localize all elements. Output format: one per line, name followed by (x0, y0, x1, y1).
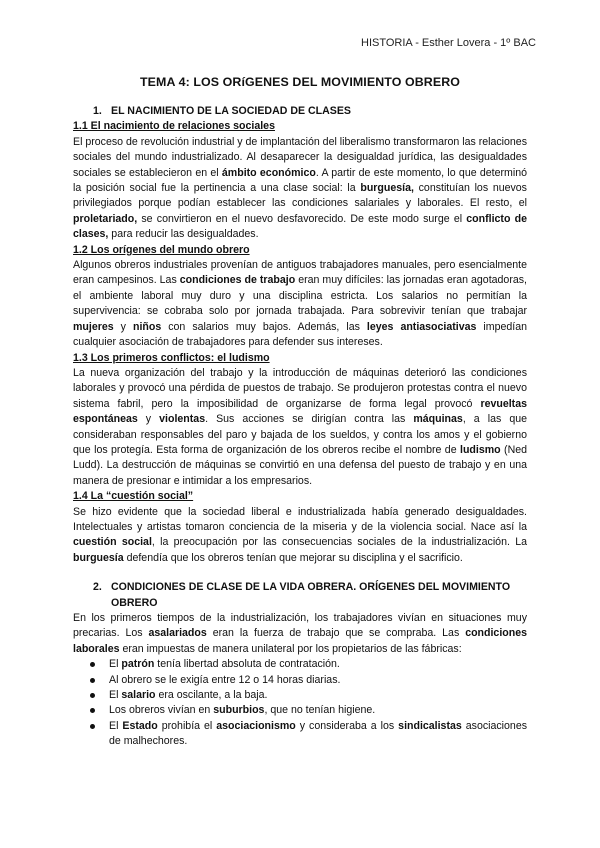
section-2-title: CONDICIONES DE CLASE DE LA VIDA OBRERA. ORÍGENES DEL MOVIMIENTO OBRERO (111, 581, 511, 609)
section-1-number: 1. (93, 105, 102, 117)
page-header: HISTORIA - Esther Lovera - 1º BAC (361, 37, 536, 49)
subsection-1-4-paragraph: Se hizo evidente que la sociedad liberal e industrializada había generado desigualdades. Intelectuales y artistas tomaron conciencia de la miseria y de la violencia social. Nace así la cuestión social, la preocupación por las consecuencias sociales de la industrialización. La burguesía defendía que los obreros tenían que mejorar su disciplina y el sacrificio. (73, 505, 527, 564)
bullet-icon (90, 693, 95, 698)
conditions-list (73, 657, 527, 749)
section-2-paragraph: En los primeros tiempos de la industrialización, los trabajadores vivían en situaciones muy precarias. Los asalariados eran la fuerza de trabajo que se compraba. Las condiciones laborales eran impuestas de manera unilateral por los propietarios de las fábricas: (73, 612, 527, 655)
section-2-heading (73, 580, 527, 611)
bullet-icon (90, 708, 95, 713)
section-spacer (73, 566, 527, 580)
list-item: El patrón tenía libertad absoluta de contratación. (73, 657, 527, 672)
list-item: El Estado prohibía el asociacionismo y consideraba a los sindicalistas asociaciones de malhechores. (73, 719, 527, 750)
subsection-1-1-heading: 1.1 El nacimiento de relaciones sociales (73, 120, 275, 133)
subsection-1-3-paragraph: La nueva organización del trabajo y la introducción de máquinas deterioró las condiciones laborales y provocó una pérdida de puestos de trabajo. Se produjeron protestas contra el nuevo sistema fabril, pero la imposibilidad de organizarse de forma legal provocó revueltas espontáneas y violentas. Sus acciones se dirigían contra las máquinas, a las que consideraban responsables del paro y bajada de los sueldos, y contra los amos y el gobierno que los protegía. Esta forma de organización de los obreros recibe el nombre de ludismo (Ned Ludd). La destrucción de máquinas se convirtió en una defensa del puesto de trabajo y en una manera de presionar e intimidar a los empresarios. (73, 366, 528, 487)
subsection-1-2-heading: 1.2 Los orígenes del mundo obrero (73, 243, 250, 256)
list-item: El salario era oscilante, a la baja. (73, 688, 527, 703)
page-title: TEMA 4: LOS ORíGENES DEL MOVIMIENTO OBRERO (140, 75, 460, 89)
subsection-1-1-paragraph: El proceso de revolución industrial y de implantación del liberalismo transformaron las relaciones sociales del mundo industrializado. Al desaparecer la desigualdad jurídica, las desigualdades sociales se establecieron en el ámbito económico. A partir de este momento, lo que determinó la posición social fue la pertinencia a una clase social: la burguesía, constituían los nuevos privilegiados porque podían establecer las condiciones salariales y laborales. El resto, el proletariado, se convirtieron en el nuevo desfavorecido. De este modo surge el conflicto de clases, para reducir las desigualdades. (73, 135, 527, 241)
subsection-1-4-heading: 1.4 La “cuestión social” (73, 490, 194, 503)
section-1-heading (73, 104, 527, 119)
list-item: Los obreros vivían en suburbios, que no tenían higiene. (73, 703, 527, 718)
section-2-number: 2. (93, 581, 102, 594)
subsection-1-3-heading: 1.3 Los primeros conflictos: el ludismo (73, 351, 270, 364)
subsection-1-2-paragraph: Algunos obreros industriales provenían de antiguos trabajadores manuales, pero esencialmente eran campesinos. Las condiciones de trabajo eran muy difíciles: las jornadas eran agotadoras, el ambiente laboral muy duro y una disciplina estricta. Los salarios no permitían la supervivencia: se cobraba solo por jornada trabajada. Para sobrevivir tenían que trabajar mujeres y niños con salarios muy bajos. Además, las leyes antiasociativas impedían cualquier asociación de trabajadores para defender sus intereses. (73, 259, 527, 349)
document-body (73, 104, 527, 750)
section-1-title: EL NACIMIENTO DE LA SOCIEDAD DE CLASES (111, 105, 351, 117)
list-item: Al obrero se le exigía entre 12 o 14 horas diarias. (73, 673, 527, 688)
bullet-icon (90, 678, 95, 683)
bullet-icon (90, 662, 95, 667)
bullet-icon (90, 724, 95, 729)
